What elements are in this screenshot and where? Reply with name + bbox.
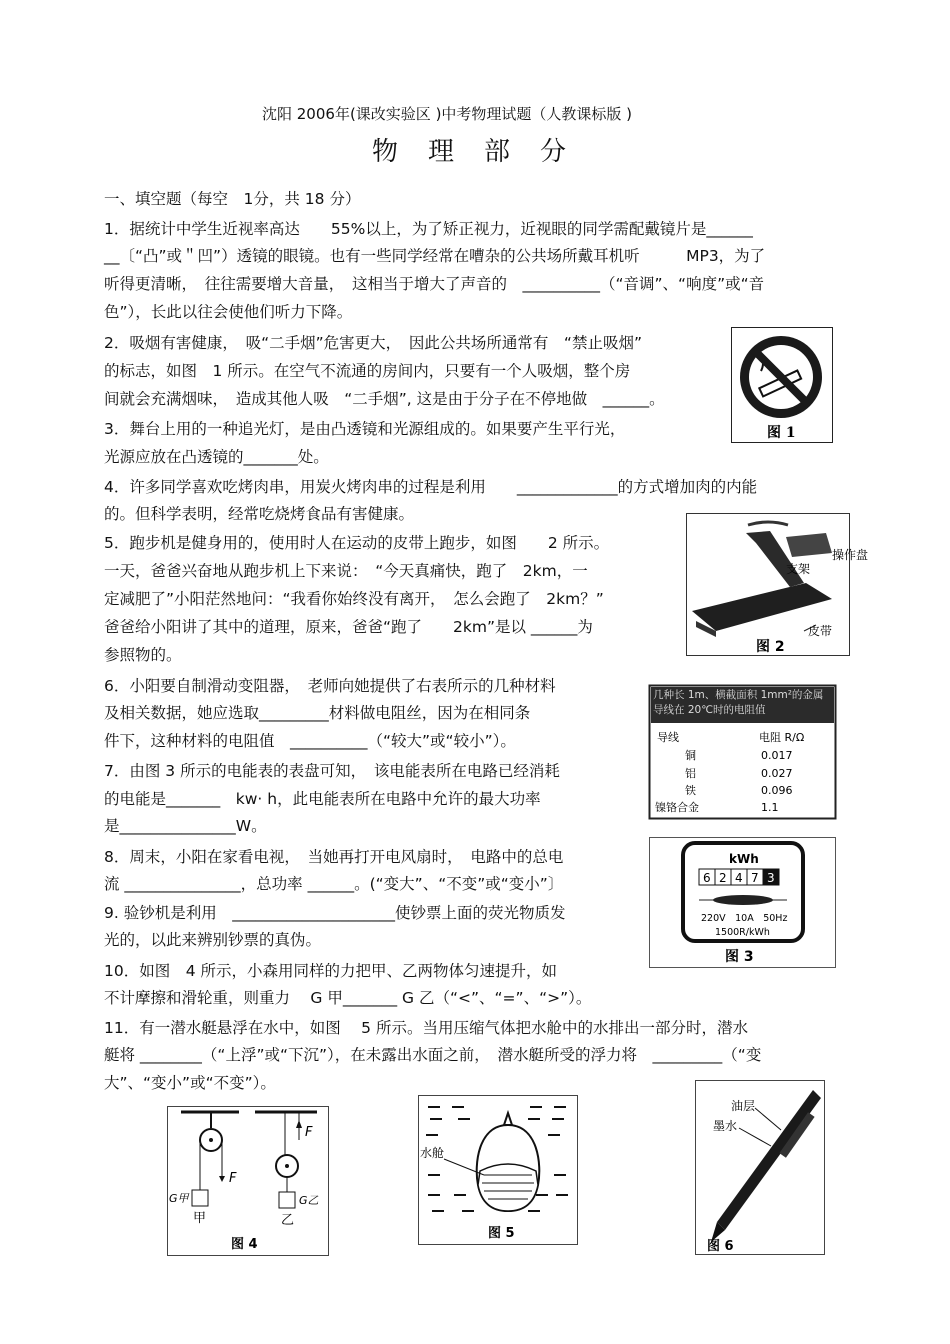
q4-line2: 的。但科学表明，经常吃烧烤食品有害健康。	[104, 505, 415, 523]
q1-line4: 色”），长此以往会使他们听力下降。	[104, 303, 353, 321]
q2-line1: 2．吸烟有害健康， 吸“二手烟”危害更大， 因此公共场所通常有 “禁止吸烟”	[104, 334, 642, 352]
q11-line3: 大”、“变小”或“不变”）。	[104, 1074, 276, 1092]
meter-digit: 3	[767, 871, 775, 885]
figure-1	[731, 327, 833, 443]
figure-2	[686, 513, 869, 656]
tank-label: 水舱	[420, 1146, 445, 1160]
table-row-name: 铝	[685, 767, 696, 780]
force-label: F	[305, 1125, 313, 1140]
oil-layer-label: 油层	[731, 1099, 756, 1113]
q3-line2: 光源应放在凸透镜的_______处。	[104, 448, 329, 466]
q4-line1: 4．许多同学喜欢吃烤肉串，用炭火烤肉串的过程是利用 _____________的方式增加肉的内能	[104, 478, 758, 496]
figure-3	[649, 837, 836, 968]
figure-3-caption: 图 3	[725, 949, 754, 965]
figure-2-caption: 图 2	[756, 639, 785, 655]
force-label: F	[229, 1171, 237, 1186]
no-smoking-icon	[731, 327, 833, 443]
table-row-name: 镍铬合金	[655, 801, 699, 814]
belt-label: 皮带	[808, 624, 833, 638]
table-row-value: 0.017	[761, 749, 793, 762]
table-col-resistance: 电阻 R/Ω	[759, 731, 805, 744]
exam-title: 沈阳 2006年(课改实验区 )中考物理试题（人教课标版 )	[262, 105, 633, 123]
panel-label: 操作盘	[832, 548, 869, 562]
submarine-diagram	[418, 1095, 578, 1245]
ink-label: 墨水	[713, 1119, 738, 1133]
q11-line1: 11．有一潜水艇悬浮在水中，如图 5 所示。当用压缩气体把水舱中的水排出一部分时，潜水	[104, 1019, 748, 1037]
meter-spec: 1500R/kWh	[715, 927, 770, 938]
q7-line1: 7．由图 3 所示的电能表的表盘可知， 该电能表所在电路已经消耗	[104, 762, 560, 780]
table-header: 几种长 1m、横截面积 1mm²的金属导线在 20℃时的电阻值	[653, 689, 824, 716]
meter-digit: 7	[751, 871, 759, 885]
object-label: 乙	[281, 1213, 295, 1228]
q6-line1: 6．小阳要自制滑动变阻器， 老师向她提供了右表所示的几种材料	[104, 677, 556, 695]
resistance-table-graphic	[649, 685, 836, 819]
q2-line2: 的标志，如图 1 所示。在空气不流通的房间内，只要有一个人吸烟，整个房	[104, 362, 631, 380]
table-col-wire: 导线	[657, 731, 679, 744]
treadmill-illustration	[686, 513, 869, 656]
figure-5	[418, 1095, 578, 1245]
table-row-name: 铁	[685, 784, 696, 797]
table-row-value: 0.096	[761, 784, 793, 797]
q5-line4: 爸爸给小阳讲了其中的道理，原来，爸爸“跑了 2km”是以 ______为	[104, 618, 593, 636]
figure-4-caption: 图 4	[231, 1237, 258, 1252]
section-heading: 一、填空题（每空 1分，共 18 分）	[104, 190, 361, 208]
q1-line1: 1．据统计中学生近视率高达 55%以上，为了矫正视力，近视眼的同学需配戴镜片是______	[104, 220, 753, 238]
q7-line2: 的电能是_______ kw· h，此电能表所在电路中允许的最大功率	[104, 790, 541, 808]
meter-spec: 220V 10A 50Hz	[701, 913, 788, 924]
meter-digit: 4	[735, 871, 743, 885]
figure-6	[695, 1080, 825, 1255]
weight-label: G甲	[169, 1192, 189, 1205]
pulley-diagram	[167, 1106, 329, 1256]
figure-6-caption: 图 6	[707, 1239, 734, 1254]
q3-line1: 3．舞台上用的一种追光灯，是由凸透镜和光源组成的。如果要产生平行光，	[104, 420, 626, 438]
table-row-value: 0.027	[761, 767, 793, 780]
q5-line2: 一天，爸爸兴奋地从跑步机上下来说： “今天真痛快，跑了 2km，一	[104, 562, 588, 580]
q9-line2: 光的，以此来辨别钞票的真伪。	[104, 931, 322, 949]
resistance-table	[649, 685, 836, 819]
q7-line3: 是_______________W。	[104, 817, 267, 835]
q10-line2: 不计摩擦和滑轮重，则重力 G 甲_______ G 乙（“<”、“=”、“>”）。	[104, 989, 592, 1007]
q5-line1: 5．跑步机是健身用的，使用时人在运动的皮带上跑步，如图 2 所示。	[104, 534, 610, 552]
q10-line1: 10．如图 4 所示，小森用同样的力把甲、乙两物体匀速提升，如	[104, 962, 558, 980]
q8-line1: 8．周末，小阳在家看电视， 当她再打开电风扇时， 电路中的总电	[104, 848, 564, 866]
weight-label: G乙	[299, 1194, 319, 1207]
q6-line3: 件下，这种材料的电阻值 __________（“较大”或“较小”）。	[104, 732, 516, 750]
q5-line3: 定减肥了”小阳茫然地问：“我看你始终没有离开， 怎么会跑了 2km？”	[104, 590, 604, 608]
q1-line2: __〔“凸”或＂凹”）透镜的眼镜。也有一些同学经常在嘈杂的公共场所戴耳机听 MP3，为了	[104, 247, 766, 265]
stand-label: 支架	[786, 562, 811, 576]
electricity-meter-illustration	[649, 837, 836, 968]
q1-line3: 听得更清晰， 往往需要增大音量， 这相当于增大了声音的 __________（“音调”、“响度”或“音	[104, 275, 765, 293]
figure-5-caption: 图 5	[488, 1226, 515, 1241]
meter-unit: kWh	[729, 852, 759, 866]
q6-line2: 及相关数据，她应选取_________材料做电阻丝，因为在相同条	[104, 704, 531, 722]
q8-line2: 流 _______________，总功率 ______。(“变大”、“不变”或“变小”〕	[104, 875, 564, 893]
figure-4	[167, 1106, 329, 1256]
q5-line5: 参照物的。	[104, 646, 182, 664]
meter-digit: 2	[719, 871, 727, 885]
q2-line3: 间就会充满烟味， 造成其他人吸 “二手烟”, 这是由于分子在不停地做 ______。	[104, 390, 665, 408]
table-row-value: 1.1	[761, 801, 779, 814]
figure-1-caption: 图 1	[767, 425, 796, 441]
object-label: 甲	[193, 1211, 207, 1226]
pen-diagram	[695, 1080, 825, 1255]
q11-line2: 艇将 ________（“上浮”或“下沉”），在未露出水面之前， 潜水艇所受的浮力将 _________（“变	[104, 1046, 762, 1064]
part-heading: 物 理 部 分	[372, 137, 569, 167]
q9-line1: 9. 验钞机是利用 _____________________使钞票上面的荧光物质发	[104, 904, 566, 922]
meter-digit: 6	[703, 871, 711, 885]
table-row-name: 铜	[685, 749, 696, 762]
